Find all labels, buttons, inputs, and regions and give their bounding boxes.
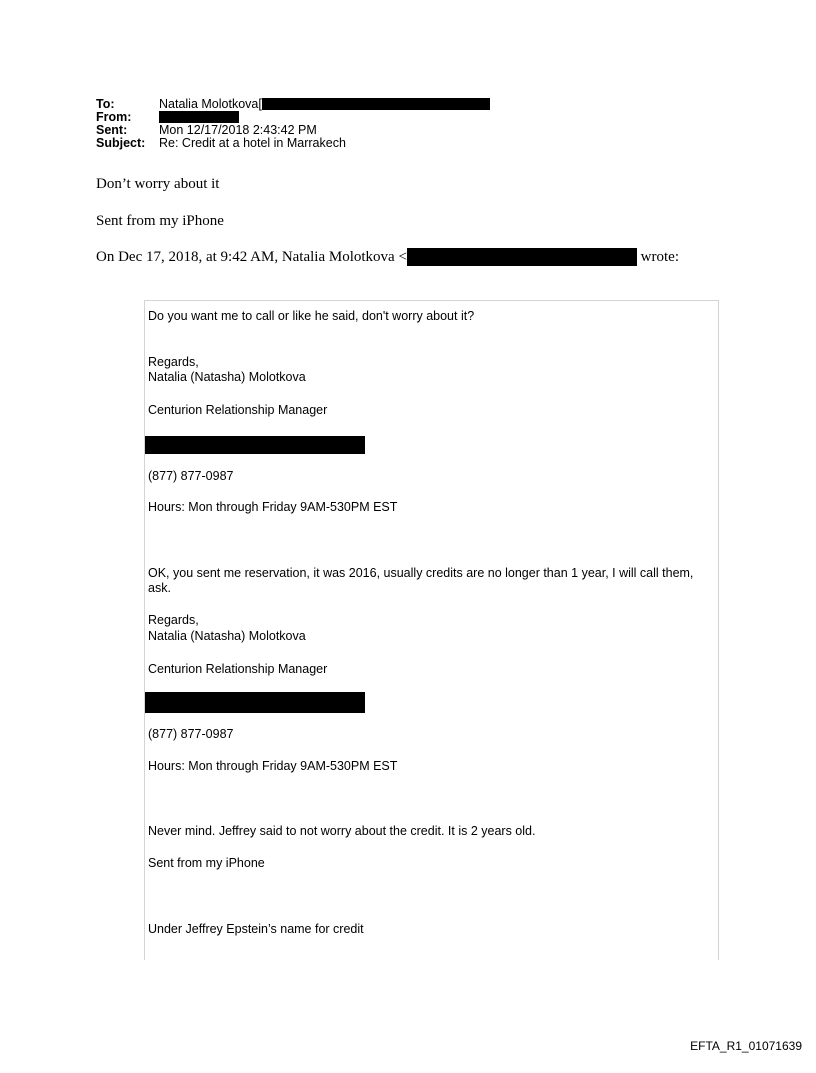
signature-phone: (877) 877-0987 bbox=[148, 727, 234, 741]
subject-label: Subject: bbox=[96, 136, 146, 150]
redaction-bar bbox=[145, 692, 365, 713]
signature-regards: Regards, bbox=[148, 613, 199, 627]
to-label: To: bbox=[96, 97, 115, 111]
body-line-2: Sent from my iPhone bbox=[96, 213, 224, 229]
to-row bbox=[96, 98, 656, 111]
body-line-3 bbox=[96, 248, 679, 266]
signature-hours: Hours: Mon through Friday 9AM-530PM EST bbox=[148, 759, 398, 773]
redaction-bar bbox=[159, 111, 239, 123]
quoted-text-3: Never mind. Jeffrey said to not worry about the credit. It is 2 years old. bbox=[148, 824, 536, 838]
signature-name: Natalia (Natasha) Molotkova bbox=[148, 629, 306, 643]
signature-title: Centurion Relationship Manager bbox=[148, 662, 328, 676]
redaction-bar bbox=[145, 436, 365, 454]
signature-phone: (877) 877-0987 bbox=[148, 469, 234, 483]
quoted-message bbox=[144, 300, 719, 960]
sent-label: Sent: bbox=[96, 123, 128, 137]
from-label: From: bbox=[96, 110, 132, 124]
reply-prefix: On Dec 17, 2018, at 9:42 AM, Natalia Molotkova < bbox=[96, 249, 407, 265]
subject-row bbox=[96, 137, 656, 150]
email-header bbox=[96, 98, 656, 150]
quoted-sent-from: Sent from my iPhone bbox=[148, 856, 265, 870]
document-id: EFTA_R1_01071639 bbox=[690, 1039, 802, 1053]
redaction-bar bbox=[262, 98, 490, 110]
to-name: Natalia Molotkova[ bbox=[159, 97, 262, 111]
reply-suffix: wrote: bbox=[640, 249, 679, 265]
quoted-text-2: OK, you sent me reservation, it was 2016, usually credits are no longer than 1 year, I will call them, ask. bbox=[148, 566, 694, 595]
signature-title: Centurion Relationship Manager bbox=[148, 403, 328, 417]
signature-hours: Hours: Mon through Friday 9AM-530PM EST bbox=[148, 500, 398, 514]
quoted-text-1: Do you want me to call or like he said, don't worry about it? bbox=[148, 309, 475, 323]
signature-regards: Regards, bbox=[148, 355, 199, 369]
redaction-bar bbox=[407, 248, 637, 266]
to-value bbox=[159, 98, 490, 111]
body-line-1: Don’t worry about it bbox=[96, 176, 220, 192]
quoted-text-4: Under Jeffrey Epstein’s name for credit bbox=[148, 922, 364, 936]
signature-name: Natalia (Natasha) Molotkova bbox=[148, 370, 306, 384]
sent-value: Mon 12/17/2018 2:43:42 PM bbox=[159, 123, 317, 137]
subject-value: Re: Credit at a hotel in Marrakech bbox=[159, 136, 346, 150]
